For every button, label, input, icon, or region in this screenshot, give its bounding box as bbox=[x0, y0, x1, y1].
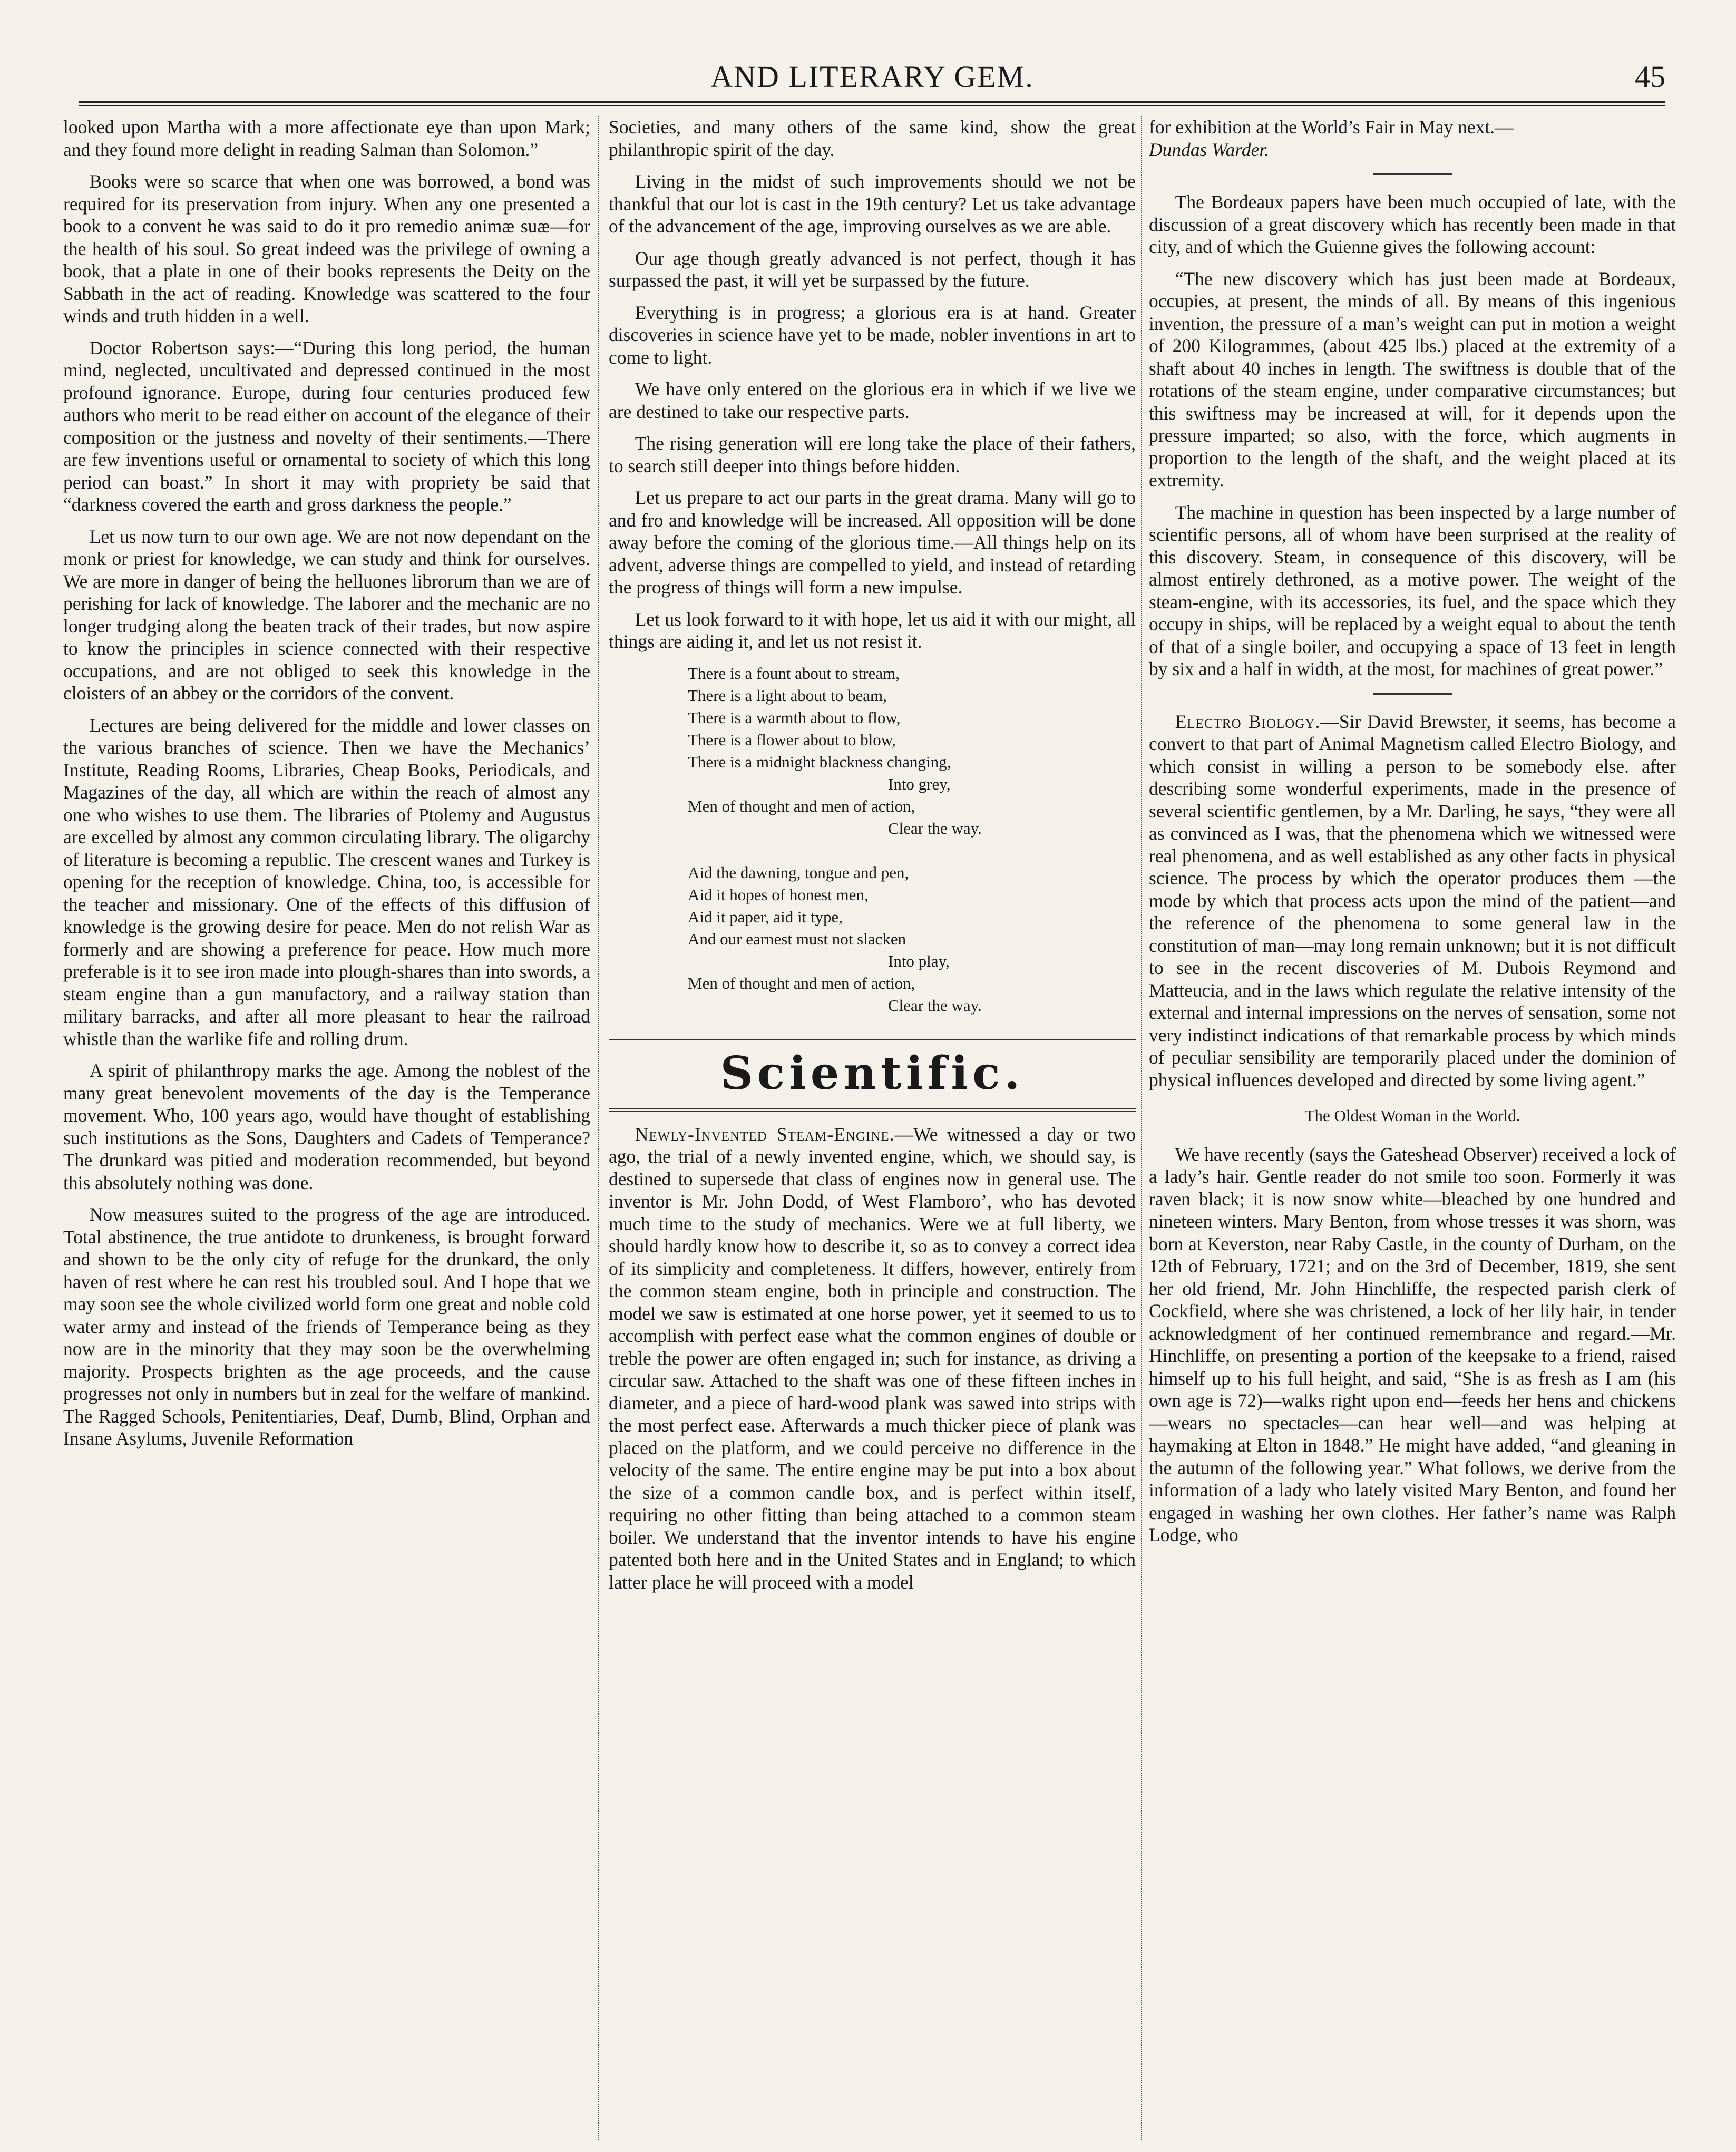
paragraph: Societies, and many others of the same kind, show the great philanthropic spirit of the day. bbox=[609, 116, 1136, 160]
paragraph: Let us prepare to act our parts in the great drama. Many will go to and fro and knowledge will be increased. All opposition will be done away before the coming of the glorious time.—All things help on its advent, adverse things are compelled to yield, and instead of retarding the progress of things will form a new impulse. bbox=[609, 487, 1136, 598]
poem-line: Aid it hopes of honest men, bbox=[688, 885, 869, 904]
paragraph-text: for exhibition at the World’s Fair in May next.— bbox=[1149, 116, 1514, 138]
paragraph: The rising generation will ere long take the place of their fathers, to search still deeper into things before hidden. bbox=[609, 433, 1136, 476]
page-header bbox=[79, 59, 1665, 101]
paragraph: Living in the midst of such improvements should we not be thankful that our lot is cast in the 19th century? Let us take advantage of the advancement of the age, improving ourselves as we are able. bbox=[609, 171, 1136, 237]
column-divider bbox=[598, 116, 599, 2140]
poem-line: Clear the way. bbox=[888, 819, 982, 838]
paragraph: The Bordeaux papers have been much occupied of late, with the discussion of a great discovery which has recently been made in that city, and of which the Guienne gives the following account: bbox=[1149, 191, 1676, 257]
paragraph: Let us now turn to our own age. We are not now dependant on the monk or priest for knowledge, we can study and think for ourselves. We are more in danger of being the helluones librorum than we are of perishing for lack of knowledge. The laborer and the mechanic are no longer trudging along the beaten track of their trades, but now aspire to know the principles in science connected with their respective occupations, and are not obliged to seek this knowledge in the cloisters of an abbey or the corridors of the convent. bbox=[63, 525, 590, 704]
poem-line: Into grey, bbox=[888, 774, 951, 793]
poem-line: There is a fount about to stream, bbox=[688, 664, 900, 683]
poem-line: Aid it paper, aid it type, bbox=[688, 907, 843, 926]
poem-line: And our earnest must not slacken bbox=[688, 929, 906, 948]
running-title: AND LITERARY GEM. bbox=[710, 60, 1034, 94]
column-middle bbox=[609, 116, 1136, 2140]
article-text: —We witnessed a day or two ago, the trial of a newly invented engine, which, we should say, is destined to supersede that class of engines now in general use. The inventor is Mr. John Dodd, of West Flamboro’, who has devoted much time to the study of mechanics. Were we at full liberty, we should hardly know how to describe it, so as to convey a correct idea of its simplicity and completeness. It differs, however, entirely from the common steam engine, both in principle and construction. The model we saw is estimated at one horse power, yet it seemed to us to accomplish with perfect ease what the common engines of double or treble the power are often engaged in; such for instance, as driving a circular saw. Attached to the shaft was one of these fifteen inches in diameter, and a piece of hard-wood plank was sawed into strips with the most perfect ease. Afterwards a much thicker piece of plank was placed on the platform, and we could perceive no difference in the velocity of the same. The entire engine may be put into a box about the size of a common candle box, and is perfect within itself, requiring no other fitting than being attached to a common steam boiler. We understand that the inventor intends to have his engine patented both here and in the United States and in England; to which latter place he will proceed with a model bbox=[609, 1123, 1136, 1593]
paragraph: Everything is in progress; a glorious era is at hand. Greater discoveries in science have yet to be made, nobler inventions in art to come to light. bbox=[609, 301, 1136, 368]
source-credit: Dundas Warder. bbox=[1149, 139, 1270, 160]
column-right bbox=[1149, 116, 1676, 2140]
column-divider bbox=[1141, 116, 1142, 2140]
article-steam-engine bbox=[609, 1123, 1136, 1594]
poem-line: There is a flower about to blow, bbox=[688, 730, 896, 749]
paragraph: A spirit of philanthropy marks the age. Among the noblest of the many great benevolent movements of the day is the Temperance movement. Who, 100 years ago, would have thought of establishing such institutions as the Sons, Daughters and Cadets of Temperance? The drunkard was pitied and moderation recommended, but beyond this absolutely nothing was done. bbox=[63, 1060, 590, 1193]
poem-line: There is a warmth about to flow, bbox=[688, 708, 901, 727]
divider-rule bbox=[1373, 693, 1452, 695]
section-rule bbox=[609, 1108, 1136, 1112]
column-left bbox=[63, 116, 590, 2140]
ornamental-rule bbox=[609, 1028, 1136, 1040]
poem-line: There is a midnight blackness changing, bbox=[688, 752, 951, 771]
paragraph: Let us look forward to it with hope, let us aid it with our might, all things are aiding it, and let us not resist it. bbox=[609, 608, 1136, 652]
poem-line: Men of thought and men of action, bbox=[688, 973, 915, 992]
poem-line: Into play, bbox=[888, 951, 950, 970]
divider-rule bbox=[1373, 173, 1452, 175]
article-heading: Newly-Invented Steam-Engine. bbox=[635, 1123, 895, 1145]
paragraph bbox=[1149, 116, 1676, 161]
paragraph: Doctor Robertson says:—“During this long period, the human mind, neglected, uncultivated and depressed continued in the most profound ignorance. Europe, during four centuries produced few authors who merit to be read either on account of the elegance of their composition or the justness and novelty of their sentiments.—There are few inventions useful or ornamental to society of which this long period can boast.” In short it may with propriety be said that “darkness covered the earth and gross darkness the people.” bbox=[63, 337, 590, 515]
stanza-break bbox=[688, 840, 1136, 862]
paragraph: We have only entered on the glorious era in which if we live we are destined to take our respective parts. bbox=[609, 378, 1136, 422]
article-heading: Electro Biology. bbox=[1175, 710, 1321, 732]
paragraph: looked upon Martha with a more affectionate eye than upon Mark; and they found more delight in reading Salman than Solomon.” bbox=[63, 116, 590, 160]
paragraph: Our age though greatly advanced is not perfect, though it has surpassed the past, it will yet be surpassed by the future. bbox=[609, 247, 1136, 291]
article-heading: The Oldest Woman in the World. bbox=[1304, 1106, 1520, 1125]
article-text: —Sir David Brewster, it seems, has become a convert to that part of Animal Magnetism called Electro Biology, and which consist in willing a person to be somebody else. after describing some wonderful experiments, made in the presence of several scientific gentlemen, by a Mr. Darling, he says, “they were all as convinced as I was, that the phenomena which we witnessed were real phenomena, and as well established as any other facts in physical science. The process by which the operator produces them —the mode by which that process acts upon the mind of the patient—and the reference of the phenomena to some general law in the constitution of man—may long remain unknown; but it is not difficult to see in the recent discoveries of M. Dubois Reymond and Matteucia, and in the laws which regulate the relative intensity of the external and internal impressions on the nerves of sensation, some not very indistinct indications of that remarkable process by which minds of peculiar sensibility are temporarily placed under the dominion of physical influences developed and directed by some living agent.” bbox=[1149, 710, 1676, 1090]
page-number: 45 bbox=[1635, 60, 1665, 94]
section-title: Scientific. bbox=[720, 1046, 1025, 1100]
poem-line: Clear the way. bbox=[888, 996, 982, 1015]
poem-line: There is a light about to beam, bbox=[688, 686, 887, 705]
poem-line: Men of thought and men of action, bbox=[688, 796, 915, 815]
article-electro-biology bbox=[1149, 710, 1676, 1092]
paragraph: Lectures are being delivered for the middle and lower classes on the various branches of science. Then we have the Mechanics’ Institute, Reading Rooms, Libraries, Cheap Books, Periodicals, and Magazines of the day, all which are within the reach of almost any one who wishes to use them. The libraries of Ptolemy and Augustus are excelled by almost any common circulating library. The oligarchy of literature is becoming a republic. The crescent wanes and Turkey is opening for the reception of knowledge. China, too, is accessible for the teacher and missionary. One of the effects of this diffusion of knowledge is the growing desire for peace. Men do not relish War as formerly and are showing a preference for peace. How much more preferable is it to see iron made into plough-shares than into swords, a steam engine than a gun manufactory, and a railway station than military barracks, and after all more pleasant to hear the railroad whistle than the warlike fife and rolling drum. bbox=[63, 714, 590, 1049]
paragraph: Books were so scarce that when one was borrowed, a bond was required for its preservation from injury. When any one presented a book to a convent he was said to do it pro remedio animæ suæ—for the health of his soul. So great indeed was the privilege of owning a book, that a plate in one of their books represents the Deity on the Sabbath in the act of reading. Knowledge was scattered to the four winds and truth hidden in a well. bbox=[63, 171, 590, 326]
paragraph: The machine in question has been inspected by a large number of scientific persons, all of whom have been surprised at the reality of this discovery. Steam, in consequence of this discovery, will be almost entirely dethroned, as a motive power. The weight of the steam-engine, with its accessories, its fuel, and the space which they occupy in ships, will be replaced by a weight equal to about the tenth of that of a single boiler, and occupying a space of 13 feet in length by six and a half in width, at the most, for machines of great power.” bbox=[1149, 501, 1676, 679]
header-rule bbox=[79, 101, 1665, 106]
paragraph: Now measures suited to the progress of the age are introduced. Total abstinence, the true antidote to drunkeness, is brought forward and shown to be the only city of refuge for the drunkard, the only haven of rest where he can rest his troubled soul. And I hope that we may soon see the whole civilized world form one great and noble cold water army and instead of the friends of Temperance being as they now are in the minority that they may soon be the overwhelming majority. Prospects brighten as the age proceeds, and the cause progresses not only in numbers but in zeal for the welfare of mankind. The Ragged Schools, Penitentiaries, Deaf, Dumb, Blind, Orphan and Insane Asylums, Juvenile Reformation bbox=[63, 1204, 590, 1449]
article-oldest-woman: We have recently (says the Gateshead Observer) received a lock of a lady’s hair. Gentle reader do not smile too soon. Formerly it was raven black; it is now snow white—bleached by one hundred and nineteen winters. Mary Benton, from whose tresses it was shorn, was born at Keverston, near Raby Castle, in the county of Durham, on the 12th of February, 1721; and on the 3rd of December, 1819, she sent her old friend, Mr. John Hinchliffe, the respected parish clerk of Cockfield, where she was christened, a lock of her lily hair, in tender acknowledgment of her continued remembrance and regard.—Mr. Hinchliffe, on presenting a portion of the keepsake to a friend, raised himself up to his full height, and said, “She is as fresh as I am (his own age is 72)—walks right upon end—feeds her hens and chickens—wears no spectacles—can hear well—and was helping at haymaking at Elton in 1848.” He might have added, “and gleaning in the autumn of the following year.” What follows, we derive from the information of a lady who lately visited Mary Benton, and found her engaged in washing her own clothes. Her father’s name was Ralph Lodge, who bbox=[1149, 1143, 1676, 1545]
poem-line: Aid the dawning, tongue and pen, bbox=[688, 863, 909, 882]
poem bbox=[688, 663, 1136, 1017]
paragraph: “The new discovery which has just been made at Bordeaux, occupies, at present, the minds of all. By means of this ingenious invention, the pressure of a man’s weight can put in motion a weight of 200 Kilogrammes, (about 425 lbs.) placed at the extremity of a shaft about 40 inches in length. The swiftness is double that of the rotations of the steam engine, under comparative circumstances; but this swiftness may be increased at will, for it depends upon the pressure imparted; so also, with the force, which augments in proportion to the length of the shaft, and the weight placed at its extremity. bbox=[1149, 268, 1676, 491]
